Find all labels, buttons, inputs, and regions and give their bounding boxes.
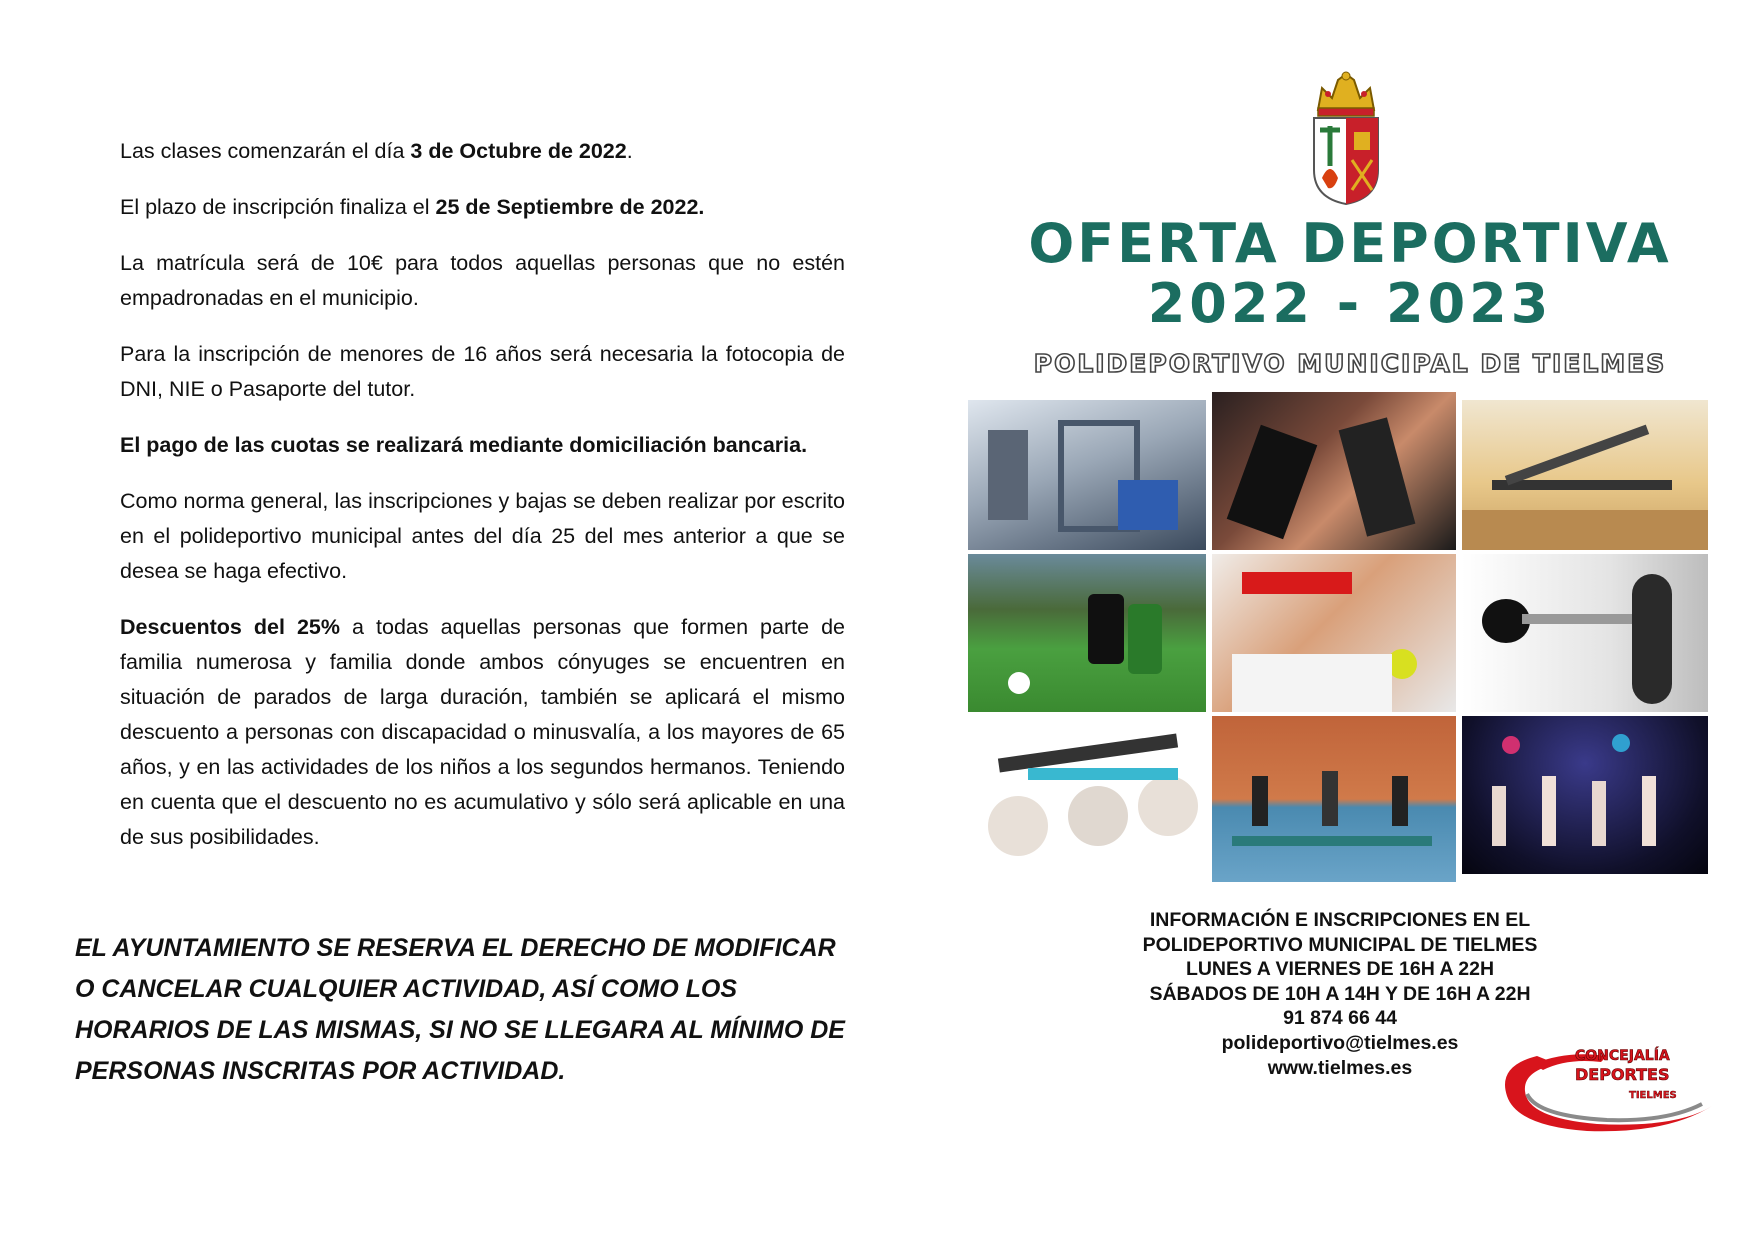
info-website: www.tielmes.es — [1267, 1056, 1413, 1079]
paragraph-deadline: El plazo de inscripción finaliza el 25 de Septiembre de 2022. — [120, 195, 705, 219]
info-hours-weekdays: LUNES A VIERNES DE 16H A 22H — [1185, 958, 1495, 981]
spinning-photo — [1212, 392, 1456, 550]
fitball-photo — [968, 716, 1206, 866]
info-line-1: INFORMACIÓN E INSCRIPCIONES EN EL — [1149, 909, 1531, 931]
dance-photo — [1462, 716, 1708, 874]
logo-text-tielmes: TIELMES — [1629, 1090, 1677, 1101]
title-line-2: 2022 - 2023 — [1147, 272, 1553, 335]
conditions-text — [120, 134, 845, 876]
info-hours-saturday: SÁBADOS DE 10H A 14H Y DE 16H A 22H — [1149, 982, 1531, 1005]
disclaimer-text: EL AYUNTAMIENTO SE RESERVA EL DERECHO DE MODIFICAR O CANCELAR CUALQUIER ACTIVIDAD, ASÍ COMO LOS HORARIOS DE LAS MISMAS, SI NO SE LLEGARA AL MÍNIMO DE PERSONAS INSCRITAS POR ACTIVIDAD. — [75, 934, 845, 1085]
step-aerobics-photo — [1212, 716, 1456, 882]
paragraph-general-rule: Como norma general, las inscripciones y bajas se deben realizar por escrito en el polideportivo municipal antes del día 25 del mes anterior a que se desea se haga efectivo. — [120, 489, 845, 583]
logo-text-deportes: DEPORTES — [1575, 1065, 1670, 1084]
subtitle: POLIDEPORTIVO MUNICIPAL DE TIELMES — [1033, 349, 1667, 378]
photo-collage — [968, 392, 1714, 882]
coat-of-arms-icon — [1308, 70, 1384, 206]
paragraph-registration-fee: La matrícula será de 10€ para todos aquellas personas que no estén empadronadas en el municipio. — [120, 251, 845, 310]
gym-photo — [968, 400, 1206, 550]
info-line-2: POLIDEPORTIVO MUNICIPAL DE TIELMES — [1142, 933, 1538, 956]
paragraph-payment: El pago de las cuotas se realizará mediante domiciliación bancaria. — [120, 433, 808, 457]
concejalia-deportes-logo — [1497, 1036, 1719, 1138]
paragraph-minors: Para la inscripción de menores de 16 años será necesaria la fotocopia de DNI, NIE o Pasaporte del tutor. — [120, 342, 845, 401]
football-photo — [968, 554, 1206, 712]
paragraph-start-date: Las clases comenzarán el día 3 de Octubre de 2022. — [120, 139, 633, 163]
kettlebell-photo — [1462, 554, 1708, 712]
paragraph-discounts: Descuentos del 25% a todas aquellas personas que formen parte de familia numerosa y familia donde ambos cónyuges se encuentren en situación de parados de larga duración, también se aplicará el mismo descuento a personas con discapacidad o minusvalía, a los mayores de 65 años, y en las actividades de los niños a los segundos hermanos. Teniendo en cuenta que el descuento no es acumulativo y sólo será aplicable en una de sus posibilidades. — [120, 615, 845, 849]
tennis-photo — [1212, 554, 1456, 712]
title-line-1: OFERTA DEPORTIVA — [1028, 212, 1672, 275]
pilates-photo — [1462, 400, 1708, 550]
info-phone: 91 874 66 44 — [1283, 1007, 1397, 1030]
logo-text-concejalia: CONCEJALÍA — [1575, 1048, 1670, 1064]
info-email: polideportivo@tielmes.es — [1221, 1031, 1459, 1054]
